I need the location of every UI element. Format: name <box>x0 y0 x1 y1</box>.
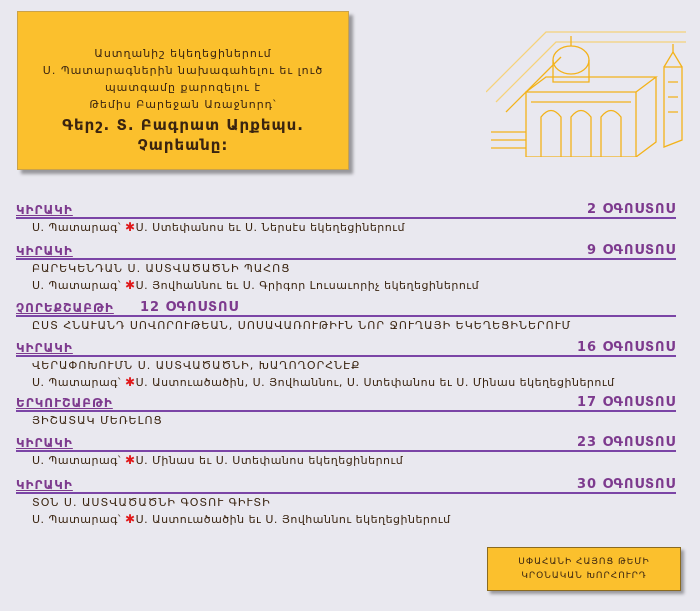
entry-liturgy <box>16 511 676 528</box>
entry-date: 17 ՕԳՈՍՏՈՍ <box>576 395 676 410</box>
header-signature: Չարեանը: <box>137 136 229 154</box>
star-icon: ✱ <box>125 512 136 526</box>
schedule-entry <box>16 395 676 429</box>
entry-day[interactable]: ԿԻՐԱԿԻ <box>16 203 73 217</box>
entry-date: 16 ՕԳՈՍՏՈՍ <box>576 340 676 355</box>
star-icon: ✱ <box>125 375 136 389</box>
header-line-3: պատգամը քարոզելու է <box>104 81 262 94</box>
header-line-4: Թեմիս Բարեջան Առաջնորդ՝ <box>89 98 277 111</box>
entry-date: 23 ՕԳՈՍՏՈՍ <box>576 435 676 450</box>
entry-header <box>16 395 676 412</box>
entry-day[interactable]: ԿԻՐԱԿԻ <box>16 244 73 258</box>
schedule-entry <box>16 477 676 528</box>
liturgy-label: Ս. Պատարագ՝ <box>32 376 122 389</box>
entry-header <box>16 202 676 219</box>
churches-text: Ս. Աստուածածին եւ Ս. Յովհաննու եկեղեցիներում <box>135 513 451 526</box>
entry-title: ՏՕՆ Ս. ԱՍՏՎԱԾԱԾՆԻ ԳՕՏՈՒ ԳԻՒՏԻ <box>32 496 271 509</box>
priest-name: Գերշ. Տ. Բագրատ Արքեպս. <box>62 116 304 134</box>
footer-line-1: ՍՓԱՀԱՆԻ ՀԱՅՈՑ ԹԵՄԻ <box>518 557 650 567</box>
entry-header <box>16 477 676 494</box>
entry-day[interactable]: ԿԻՐԱԿԻ <box>16 478 73 492</box>
churches-text: Ս. Յովհաննու եւ Ս. Գրիգոր Լուսաւորիչ եկեղեցիներում <box>135 279 480 292</box>
header-line-2: Ս. Պատարագներին նախագահելու եւ լուծ <box>42 64 324 77</box>
diocese-council-button[interactable] <box>487 547 681 591</box>
entry-day[interactable]: ԵՐԿՈՒՇԱԲԹԻ <box>16 396 113 410</box>
header-announcement <box>17 11 349 170</box>
entry-header <box>16 300 676 317</box>
churches-text: Ս. Ստեփանոս եւ Ս. Ներսէս եկեղեցիներում <box>135 221 406 234</box>
entry-date: 9 ՕԳՈՍՏՈՍ <box>587 243 676 258</box>
schedule-entry <box>16 202 676 236</box>
entry-title: ԲԱՐԵԿԵՆԴԱՆ Ս. ԱՍՏՎԱԾԱԾՆԻ ՊԱՀՈՑ <box>32 262 291 275</box>
churches-text: Ս. Աստուածածին, Ս. Յովհաննու, Ս. Ստեփանոս եւ Ս. Մինաս եկեղեցիներում <box>135 376 615 389</box>
entry-title: ԸՍՏ ՀՆԱՒԱՆԴ ՍՈՎՈՐՈՒԹԵԱՆ, ՍՈՍԱՎԱՌՈՒԹԻՒՆ ՆՈՐ ՋՈՒՂԱՅԻ ԵԿԵՂԵՑԻՆԵՐՈՒՄ <box>32 319 572 332</box>
entry-date: 30 ՕԳՈՍՏՈՍ <box>576 477 676 492</box>
liturgy-label: Ս. Պատարագ՝ <box>32 454 122 467</box>
entry-day[interactable]: ՉՈՐԵՔՇԱԲԹԻ <box>16 301 114 315</box>
liturgy-label: Ս. Պատարագ՝ <box>32 513 122 526</box>
star-icon: ✱ <box>125 220 136 234</box>
footer-line-2: ԿՐՕՆԱԿԱՆ ԽՈՐՀՈՒՐԴ <box>521 571 647 581</box>
schedule-entry <box>16 243 676 294</box>
schedule-entry <box>16 435 676 469</box>
schedule-entry <box>16 300 676 334</box>
entry-date: 12 ՕԳՈՍՏՈՍ <box>140 300 240 315</box>
header-line-1: Աստղանիշ եկեղեցիներում <box>94 47 272 60</box>
entry-liturgy <box>16 452 676 469</box>
entry-date: 2 ՕԳՈՍՏՈՍ <box>587 202 676 217</box>
church-illustration <box>486 22 686 157</box>
churches-text: Ս. Մինաս եւ Ս. Ստեփանոս եկեղեցիներում <box>135 454 404 467</box>
star-icon: ✱ <box>125 453 136 467</box>
entry-header <box>16 435 676 452</box>
liturgy-label: Ս. Պատարագ՝ <box>32 279 122 292</box>
entry-liturgy <box>16 374 676 391</box>
entry-header <box>16 243 676 260</box>
entry-liturgy <box>16 219 676 236</box>
entry-header <box>16 340 676 357</box>
entry-day[interactable]: ԿԻՐԱԿԻ <box>16 436 73 450</box>
entry-day[interactable]: ԿԻՐԱԿԻ <box>16 341 73 355</box>
entry-title: ՅԻՇԱՏԱԿ ՄԵՌԵԼՈՑ <box>32 414 163 427</box>
schedule-list <box>16 202 676 528</box>
entry-liturgy <box>16 277 676 294</box>
entry-title: ՎԵՐԱՓՈԽՈՒՄՆ Ս. ԱՍՏՎԱԾԱԾՆԻ, ԽԱՂՈՂՕՐՀՆԷՔ <box>32 359 361 372</box>
liturgy-label: Ս. Պատարագ՝ <box>32 221 122 234</box>
schedule-entry <box>16 340 676 391</box>
star-icon: ✱ <box>125 278 136 292</box>
